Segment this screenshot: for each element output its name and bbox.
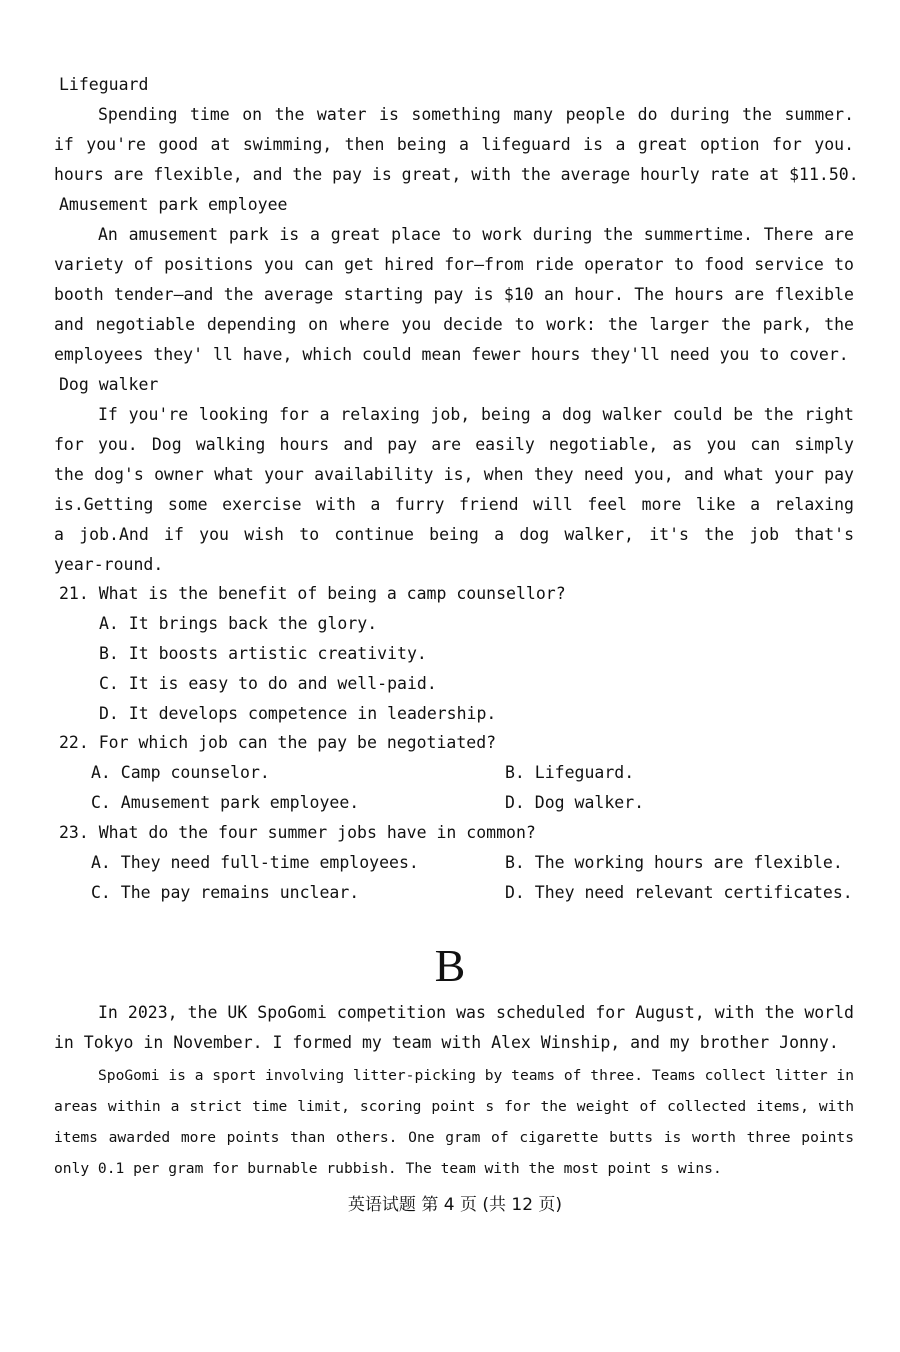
amusement-line: variety of positions you can get hired for—from ride operator to food service to: [54, 255, 854, 274]
section-b-paragraph-line: in Tokyo in November. I formed my team with Alex Winship, and my brother Jonny.: [54, 1033, 839, 1052]
question-21-option-c[interactable]: C. It is easy to do and well-paid.: [99, 674, 437, 693]
amusement-line: An amusement park is a great place to work during the summertime. There are: [98, 225, 854, 244]
question-21-option-d[interactable]: D. It develops competence in leadership.: [99, 704, 497, 723]
question-22-option-b[interactable]: B. Lifeguard.: [505, 763, 635, 782]
page-footer: 英语试题 第 4 页 (共 12 页): [347, 1195, 563, 1215]
question-23-option-d[interactable]: D. They need relevant certificates.: [505, 883, 853, 902]
amusement-heading: Amusement park employee: [59, 195, 288, 214]
dog-line: If you're looking for a relaxing job, being a dog walker could be the right: [98, 405, 854, 424]
lifeguard-line: Spending time on the water is something many people do during the summer.: [98, 105, 854, 124]
section-b-paragraph-line: areas within a strict time limit, scoring point s for the weight of collected items, with: [54, 1098, 854, 1115]
dog-line: year-round.: [54, 555, 164, 574]
section-b-paragraph-line: In 2023, the UK SpoGomi competition was scheduled for August, with the world: [98, 1003, 854, 1022]
question-22-option-c[interactable]: C. Amusement park employee.: [91, 793, 360, 812]
question-21-option-a[interactable]: A. It brings back the glory.: [99, 614, 378, 633]
lifeguard-line: if you're good at swimming, then being a lifeguard is a great option for you.: [54, 135, 854, 154]
question-22-option-d[interactable]: D. Dog walker.: [505, 793, 645, 812]
section-b-paragraph-line: only 0.1 per gram for burnable rubbish. The team with the most point s wins.: [54, 1160, 722, 1177]
question-23-stem: 23. What do the four summer jobs have in common?: [59, 823, 536, 842]
section-b-paragraph-line: items awarded more points than others. One gram of cigarette butts is worth three points: [54, 1129, 854, 1146]
amusement-line: booth tender—and the average starting pay is $10 an hour. The hours are flexible: [54, 285, 854, 304]
amusement-line: and negotiable depending on where you decide to work: the larger the park, the: [54, 315, 854, 334]
dog-heading: Dog walker: [59, 375, 159, 394]
question-21-option-b[interactable]: B. It boosts artistic creativity.: [99, 644, 427, 663]
question-23-option-b[interactable]: B. The working hours are flexible.: [505, 853, 843, 872]
dog-line: is.Getting some exercise with a furry friend will feel more like a relaxing: [54, 495, 854, 514]
question-23-option-c[interactable]: C. The pay remains unclear.: [91, 883, 360, 902]
dog-line: a job.And if you wish to continue being a dog walker, it's the job that's: [54, 525, 854, 544]
question-22-option-a[interactable]: A. Camp counselor.: [91, 763, 270, 782]
section-b-paragraph-line: SpoGomi is a sport involving litter-picking by teams of three. Teams collect litter in: [98, 1067, 854, 1084]
lifeguard-line: hours are flexible, and the pay is great, with the average hourly rate at $11.50.: [54, 165, 859, 184]
question-21-stem: 21. What is the benefit of being a camp counsellor?: [59, 584, 566, 603]
question-22-stem: 22. For which job can the pay be negotiated?: [59, 733, 497, 752]
lifeguard-heading: Lifeguard: [59, 75, 149, 94]
question-23-option-a[interactable]: A. They need full-time employees.: [91, 853, 419, 872]
amusement-line: employees they' ll have, which could mean fewer hours they'll need you to cover.: [54, 345, 849, 364]
dog-line: the dog's owner what your availability is, when they need you, and what your pay: [54, 465, 854, 484]
dog-line: for you. Dog walking hours and pay are easily negotiable, as you can simply: [54, 435, 854, 454]
section-b-heading: B: [434, 940, 466, 991]
